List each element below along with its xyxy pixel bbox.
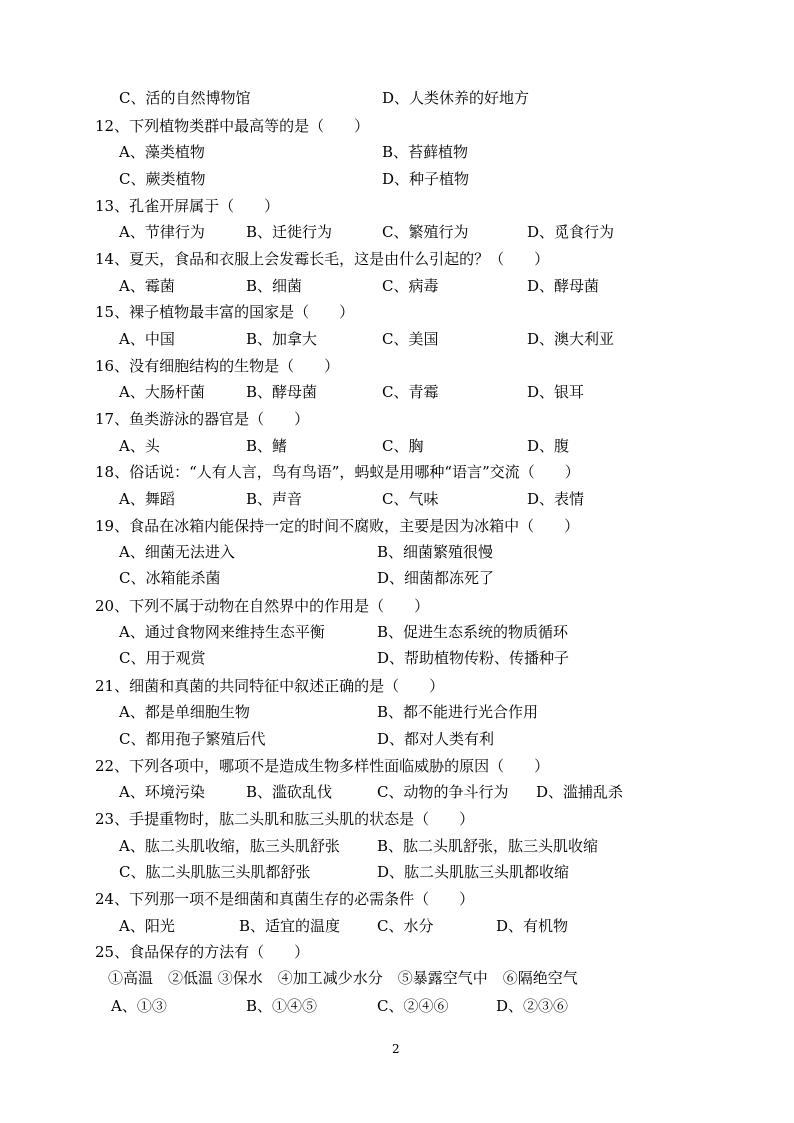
question-text: 13、孔雀开屏属于（ ） <box>95 197 280 215</box>
answer-option: A、阳光 <box>119 917 175 935</box>
page-number: 2 <box>392 1042 400 1056</box>
answer-option: D、肱二头肌肱三头肌都收缩 <box>377 863 570 881</box>
answer-option: D、都对人类有利 <box>377 730 495 748</box>
question-text: 18、俗话说：“人有人言，鸟有鸟语”，蚂蚁是用哪种“语言”交流（ ） <box>95 463 580 481</box>
question-text: 17、鱼类游泳的器官是（ ） <box>95 410 310 428</box>
answer-option: A、节律行为 <box>119 223 205 241</box>
answer-option: D、酵母菌 <box>527 277 600 295</box>
answer-option: ①高温 ②低温 ③保水 ④加工减少水分 ⑤暴露空气中 ⑥隔绝空气 <box>108 969 578 987</box>
question-text: 14、夏天，食品和衣服上会发霉长毛，这是由什么引起的？（ ） <box>95 250 550 268</box>
answer-option: C、病毒 <box>382 277 439 295</box>
answer-option: A、中国 <box>119 330 175 348</box>
answer-option: A、大肠杆菌 <box>119 383 205 401</box>
answer-option: C、气味 <box>382 490 439 508</box>
answer-option: B、鳍 <box>246 437 288 455</box>
answer-option: B、酵母菌 <box>246 383 318 401</box>
answer-option: C、②④⑥ <box>377 997 449 1015</box>
answer-option: A、霉菌 <box>119 277 175 295</box>
answer-option: A、肱二头肌收缩，肱三头肌舒张 <box>119 837 340 855</box>
answer-option: A、舞蹈 <box>119 490 175 508</box>
question-text: 15、裸子植物最丰富的国家是（ ） <box>95 303 355 321</box>
answer-option: C、用于观赏 <box>119 649 206 667</box>
answer-option: A、都是单细胞生物 <box>119 703 250 721</box>
answer-option: D、腹 <box>527 437 570 455</box>
answer-option: A、头 <box>119 437 160 455</box>
answer-option: D、人类休养的好地方 <box>382 89 530 107</box>
question-text: 16、没有细胞结构的生物是（ ） <box>95 357 340 375</box>
answer-option: D、表情 <box>527 490 585 508</box>
question-text: 21、细菌和真菌的共同特征中叙述正确的是（ ） <box>95 677 445 695</box>
answer-option: C、冰箱能杀菌 <box>119 569 221 587</box>
answer-option: B、声音 <box>246 490 303 508</box>
answer-option: C、繁殖行为 <box>382 223 469 241</box>
answer-option: A、①③ <box>111 997 167 1015</box>
answer-option: B、加拿大 <box>246 330 318 348</box>
answer-option: C、青霉 <box>382 383 439 401</box>
answer-option: B、适宜的温度 <box>239 917 341 935</box>
answer-option: C、都用孢子繁殖后代 <box>119 730 266 748</box>
answer-option: A、环境污染 <box>119 783 205 801</box>
answer-option: B、滥砍乱伐 <box>246 783 333 801</box>
answer-option: C、水分 <box>377 917 434 935</box>
answer-option: A、细菌无法进入 <box>119 543 235 561</box>
answer-option: D、滥捕乱杀 <box>536 783 624 801</box>
answer-option: D、澳大利亚 <box>527 330 615 348</box>
answer-option: D、种子植物 <box>382 170 470 188</box>
question-text: 19、食品在冰箱内能保持一定的时间不腐败，主要是因为冰箱中（ ） <box>95 517 580 535</box>
question-text: 20、下列不属于动物在自然界中的作用是（ ） <box>95 597 430 615</box>
answer-option: B、迁徙行为 <box>246 223 333 241</box>
answer-option: B、都不能进行光合作用 <box>377 703 539 721</box>
question-text: 23、手提重物时，肱二头肌和肱三头肌的状态是（ ） <box>95 810 475 828</box>
answer-option: C、美国 <box>382 330 439 348</box>
answer-option: D、觅食行为 <box>527 223 615 241</box>
answer-option: D、帮助植物传粉、传播种子 <box>377 649 570 667</box>
answer-option: B、肱二头肌舒张，肱三头肌收缩 <box>377 837 599 855</box>
answer-option: C、动物的争斗行为 <box>377 783 509 801</box>
answer-option: A、藻类植物 <box>119 143 205 161</box>
answer-option: C、蕨类植物 <box>119 170 206 188</box>
answer-option: B、促进生态系统的物质循环 <box>377 623 569 641</box>
answer-option: D、有机物 <box>496 917 569 935</box>
answer-option: A、通过食物网来维持生态平衡 <box>119 623 325 641</box>
question-text: 12、下列植物类群中最高等的是（ ） <box>95 117 370 135</box>
answer-option: D、②③⑥ <box>496 997 569 1015</box>
answer-option: B、苔藓植物 <box>382 143 469 161</box>
answer-option: C、活的自然博物馆 <box>119 89 251 107</box>
answer-option: B、细菌繁殖很慢 <box>377 543 494 561</box>
question-text: 22、下列各项中，哪项不是造成生物多样性面临威胁的原因（ ） <box>95 757 550 775</box>
answer-option: D、银耳 <box>527 383 585 401</box>
answer-option: B、①④⑤ <box>246 997 318 1015</box>
answer-option: C、胸 <box>382 437 424 455</box>
answer-option: C、肱二头肌肱三头肌都舒张 <box>119 863 311 881</box>
question-text: 24、下列那一项不是细菌和真菌生存的必需条件（ ） <box>95 890 475 908</box>
answer-option: D、细菌都冻死了 <box>377 569 495 587</box>
question-text: 25、食品保存的方法有（ ） <box>95 943 310 961</box>
answer-option: B、细菌 <box>246 277 303 295</box>
